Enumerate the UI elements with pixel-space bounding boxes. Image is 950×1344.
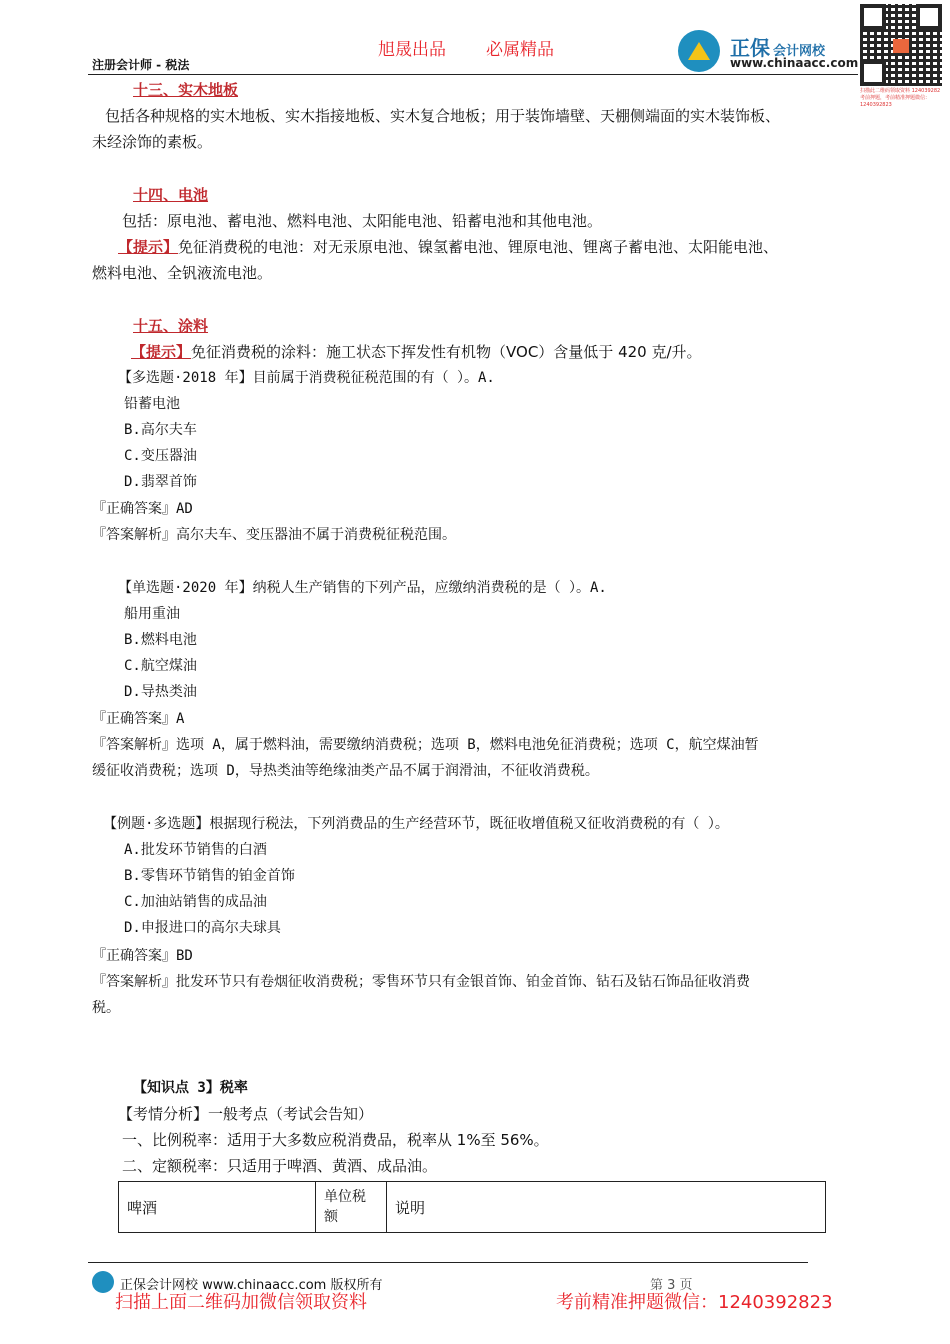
table-cell: 单位税额 (316, 1182, 387, 1233)
q1-option-d: D.翡翠首饰 (124, 474, 197, 490)
q3-option-c: C.加油站销售的成品油 (124, 894, 267, 910)
footer-logo-icon (92, 1271, 114, 1293)
q2-analysis-2: 缓征收消费税；选项 D，导热类油等绝缘油类产品不属于润滑油，不征收消费税。 (92, 763, 599, 779)
q2-analysis-1: 『答案解析』选项 A，属于燃料油，需要缴纳消费税；选项 B，燃料电池免征消费税；选项 C，航空煤油暂 (92, 737, 759, 753)
sec15-title: 十五、涂料 (133, 317, 209, 335)
q3-option-d: D.申报进口的高尔夫球具 (124, 920, 281, 936)
qr-code-icon[interactable] (860, 4, 942, 86)
sec14-title: 十四、电池 (133, 186, 209, 204)
q2-option-a: 船用重油 (124, 606, 180, 622)
kp3-line-1: 一、比例税率：适用于大多数应税消费品，税率从 1%至 56%。 (122, 1131, 549, 1149)
q2-stem: 【单选题·2020 年】纳税人生产销售的下列产品，应缴纳消费税的是（ ）。A. (118, 580, 607, 596)
tip-label: 【提示】 (131, 343, 192, 361)
page-number: 第 3 页 (650, 1278, 693, 1293)
header-slogan (378, 35, 554, 60)
chinaacc-logo[interactable] (678, 30, 858, 74)
sec14-tip-2: 燃料电池、全钒液流电池。 (92, 264, 273, 282)
logo-emblem-icon (678, 30, 720, 72)
table-row (119, 1182, 826, 1233)
kp3-analysis: 【考情分析】一般考点（考试会告知） (118, 1105, 374, 1123)
sec14-tip: 【提示】免征消费税的电池：对无汞原电池、镍氢蓄电池、锂原电池、锂离子蓄电池、太阳能电池、 (118, 238, 779, 256)
q1-stem: 【多选题·2018 年】目前属于消费税征税范围的有（ ）。A. (118, 370, 495, 386)
header-divider (88, 74, 858, 75)
course-title: 注册会计师 - 税法 (92, 58, 190, 72)
promo-right: 考前精准押题微信：1240392823 (556, 1292, 833, 1313)
kp3-title: 【知识点 3】税率 (133, 1080, 248, 1096)
q2-option-c: C.航空煤油 (124, 658, 197, 674)
sec14-text: 包括：原电池、蓄电池、燃料电池、太阳能电池、铅蓄电池和其他电池。 (122, 212, 603, 230)
promo-left: 扫描上面二维码加微信领取资料 (115, 1292, 367, 1313)
qr-caption: 扫描此二维码领取资料 124039282 考前押题，考前精准押题微信：1240392823 (860, 88, 941, 108)
tax-rate-table (118, 1181, 826, 1233)
footer-divider (88, 1262, 808, 1263)
table-cell: 说明 (387, 1182, 826, 1233)
q2-option-b: B.燃料电池 (124, 632, 197, 648)
sec13-text-1: 包括各种规格的实木地板、实木指接地板、实木复合地板；用于装饰墙壁、天棚侧端面的实木装饰板、 (105, 107, 781, 125)
q2-answer: 『正确答案』A (92, 711, 185, 727)
sec13-text-2: 未经涂饰的素板。 (92, 133, 213, 151)
logo-name: 正保 会计网校 (730, 36, 826, 60)
sec13-title: 十三、实木地板 (133, 81, 239, 99)
q1-option-a: 铅蓄电池 (124, 396, 180, 412)
footer-copyright: 正保会计网校 www.chinaacc.com 版权所有 (120, 1278, 383, 1293)
q3-answer: 『正确答案』BD (92, 948, 193, 964)
q1-answer: 『正确答案』AD (92, 501, 193, 517)
sec15-tip: 【提示】免征消费税的涂料：施工状态下挥发性有机物（VOC）含量低于 420 克/升。 (131, 343, 702, 361)
q3-stem: 【例题·多选题】根据现行税法，下列消费品的生产经营环节，既征收增值税又征收消费税的有（ ）。 (103, 816, 729, 832)
q2-option-d: D.导热类油 (124, 684, 197, 700)
q3-option-a: A.批发环节销售的白酒 (124, 842, 267, 858)
table-cell: 啤酒 (119, 1182, 316, 1233)
slogan-2: 必属精品 (486, 40, 554, 60)
kp3-line-2: 二、定额税率：只适用于啤酒、黄酒、成品油。 (122, 1157, 438, 1175)
slogan-1: 旭晟出品 (378, 40, 446, 60)
q1-option-b: B.高尔夫车 (124, 422, 197, 438)
q3-analysis-2: 税。 (92, 1000, 120, 1016)
q1-analysis: 『答案解析』高尔夫车、变压器油不属于消费税征税范围。 (92, 527, 456, 543)
tip-label: 【提示】 (118, 238, 179, 256)
q3-analysis-1: 『答案解析』批发环节只有卷烟征收消费税；零售环节只有金银首饰、铂金首饰、钻石及钻石饰品征收消费 (92, 974, 750, 990)
logo-url: www.chinaacc.com (730, 56, 859, 70)
q1-option-c: C.变压器油 (124, 448, 197, 464)
q3-option-b: B.零售环节销售的铂金首饰 (124, 868, 295, 884)
